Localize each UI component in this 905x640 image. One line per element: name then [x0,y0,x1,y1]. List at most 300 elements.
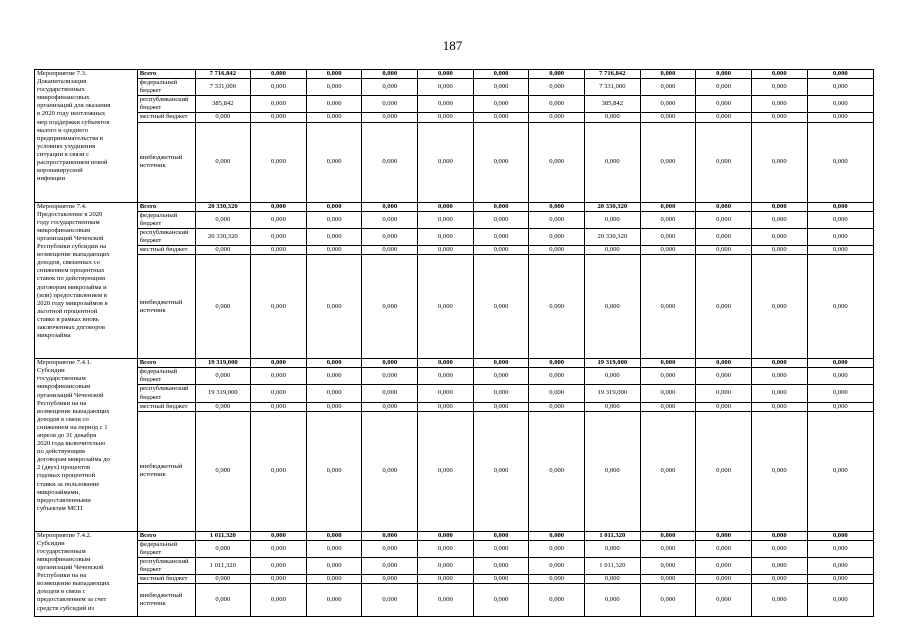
value-cell: 0,000 [473,584,529,617]
value-cell: 0,000 [696,584,752,617]
value-cell: 0,000 [640,228,696,245]
value-cell: 0,000 [807,70,873,79]
budget-table [34,69,874,617]
table-row [35,359,874,368]
value-cell: 0,000 [251,228,307,245]
value-cell: 0,000 [418,557,474,574]
value-cell: 0,000 [585,540,641,557]
measure-name-line: доходов, связанных со [37,259,100,267]
value-cell: 0,000 [306,113,362,122]
table-body [35,70,874,617]
value-cell: 0,000 [807,96,873,113]
value-cell: 0,000 [418,575,474,584]
value-cell: 0,000 [696,113,752,122]
measure-name-cell [35,531,138,617]
measure-name-line: государственным [37,547,86,555]
value-cell: 0,000 [306,96,362,113]
value-cell: 0,000 [473,531,529,540]
table-row [35,575,874,584]
measure-name-line: микрозайма [37,332,71,340]
value-cell: 0,000 [640,402,696,411]
value-cell: 0,000 [696,557,752,574]
value-cell: 0,000 [696,228,752,245]
value-cell: 0,000 [362,368,418,385]
value-cell: 0,000 [473,202,529,211]
value-cell: 0,000 [751,359,807,368]
value-cell: 0,000 [251,122,307,202]
measure-name-line: Республики на на [37,399,87,407]
funding-source-cell: внебюджетный источник [137,584,195,617]
measure-name-line: микрофинансовых [37,94,90,102]
value-cell: 0,000 [696,96,752,113]
value-cell: 0,000 [529,246,585,255]
value-cell: 0,000 [306,79,362,96]
funding-source-cell: местный бюджет [137,246,195,255]
value-cell: 0,000 [640,70,696,79]
value-cell: 0,000 [807,411,873,531]
value-cell: 0,000 [751,255,807,359]
value-cell: 0,000 [807,385,873,402]
value-cell: 0,000 [418,211,474,228]
value-cell: 0,000 [696,385,752,402]
value-cell: 0,000 [640,575,696,584]
funding-source-cell: внебюджетный источник [137,255,195,359]
value-cell: 0,000 [807,359,873,368]
measure-name-line: апреля до 31 декабря [37,431,97,439]
value-cell: 0,000 [529,79,585,96]
measure-name-line: Мероприятие 7.4.1. [37,359,92,367]
value-cell: 0,000 [251,96,307,113]
value-cell: 0,000 [807,79,873,96]
value-cell: 0,000 [807,202,873,211]
table-row [35,255,874,359]
table-row [35,79,874,96]
value-cell: 0,000 [807,557,873,574]
funding-source-cell: республиканский бюджет [137,96,195,113]
value-cell: 0,000 [751,122,807,202]
value-cell: 0,000 [195,540,251,557]
value-cell: 0,000 [195,122,251,202]
measure-name-line: договорам микрозайма до [37,456,110,464]
value-cell: 0,000 [751,96,807,113]
value-cell: 0,000 [696,246,752,255]
value-cell: 0,000 [418,402,474,411]
funding-source-cell: местный бюджет [137,575,195,584]
value-cell: 0,000 [362,402,418,411]
value-cell: 0,000 [529,96,585,113]
value-cell: 0,000 [418,359,474,368]
value-cell: 0,000 [251,368,307,385]
value-cell: 0,000 [751,70,807,79]
funding-source-cell: республиканский бюджет [137,557,195,574]
measure-name-line: году государственным [37,218,100,226]
value-cell: 0,000 [473,79,529,96]
value-cell: 1 011,320 [585,557,641,574]
measure-name-cell [35,202,138,359]
table-row [35,246,874,255]
value-cell: 385,842 [585,96,641,113]
value-cell: 0,000 [529,531,585,540]
value-cell: 385,842 [195,96,251,113]
value-cell: 0,000 [362,202,418,211]
measure-name-line: 2020 года включительно [37,440,106,448]
value-cell: 0,000 [473,359,529,368]
measure-name-line: снижением на период с 1 [37,423,108,431]
value-cell: 0,000 [640,368,696,385]
value-cell: 0,000 [640,122,696,202]
page-number: 187 [442,38,463,53]
value-cell: 0,000 [751,202,807,211]
value-cell: 0,000 [473,113,529,122]
value-cell: 0,000 [751,575,807,584]
value-cell: 0,000 [418,531,474,540]
value-cell: 0,000 [751,557,807,574]
measure-name-line: коронавирусной [37,167,83,175]
value-cell: 0,000 [306,228,362,245]
measure-name-line: организаций Чеченской [37,391,104,399]
value-cell: 0,000 [696,255,752,359]
value-cell: 0,000 [362,113,418,122]
measure-name-line: заключенных договоров [37,323,105,331]
value-cell: 0,000 [473,540,529,557]
value-cell: 0,000 [473,255,529,359]
value-cell: 0,000 [696,202,752,211]
value-cell: 0,000 [751,402,807,411]
value-cell: 0,000 [529,575,585,584]
value-cell: 0,000 [251,246,307,255]
value-cell: 0,000 [362,584,418,617]
value-cell: 0,000 [640,540,696,557]
value-cell: 0,000 [362,531,418,540]
value-cell: 19 319,000 [195,385,251,402]
value-cell: 0,000 [473,575,529,584]
value-cell: 1 011,320 [585,531,641,540]
measure-name-line: льготной процентной [37,307,98,315]
value-cell: 0,000 [473,368,529,385]
measure-name-line: микрофинансовым [37,383,91,391]
value-cell: 0,000 [362,96,418,113]
value-cell: 0,000 [473,402,529,411]
value-cell: 0,000 [418,122,474,202]
value-cell: 0,000 [306,540,362,557]
value-cell: 0,000 [251,70,307,79]
value-cell: 0,000 [362,255,418,359]
value-cell: 0,000 [306,246,362,255]
measure-name-line: государственным [37,375,86,383]
table-row [35,202,874,211]
value-cell: 1 011,320 [195,557,251,574]
value-cell: 0,000 [306,411,362,531]
value-cell: 0,000 [306,575,362,584]
funding-source-cell: Всего [137,531,195,540]
value-cell: 0,000 [306,211,362,228]
value-cell: 0,000 [529,122,585,202]
value-cell: 0,000 [418,584,474,617]
value-cell: 0,000 [807,228,873,245]
value-cell: 0,000 [807,402,873,411]
value-cell: 0,000 [751,540,807,557]
value-cell: 0,000 [195,402,251,411]
measure-name-line: ситуации в связи с [37,150,90,158]
value-cell: 0,000 [418,70,474,79]
value-cell: 0,000 [751,228,807,245]
measure-name-line: ставки за пользование [37,480,100,488]
value-cell: 0,000 [585,575,641,584]
value-cell: 0,000 [585,211,641,228]
value-cell: 0,000 [251,202,307,211]
measure-name-line: Мероприятие 7.4. [37,202,87,210]
value-cell: 0,000 [418,113,474,122]
value-cell: 7 716,842 [585,70,641,79]
value-cell: 0,000 [585,113,641,122]
value-cell: 0,000 [195,575,251,584]
measure-name-line: доходов в связи с [37,588,86,596]
value-cell: 20 330,320 [195,202,251,211]
value-cell: 0,000 [362,540,418,557]
measure-name-line: Республики субсидии на [37,243,107,251]
measure-name-line: предоставлением за счет [37,596,107,604]
table-row [35,228,874,245]
value-cell: 0,000 [696,122,752,202]
value-cell: 0,000 [585,368,641,385]
value-cell: 0,000 [751,531,807,540]
value-cell: 7 716,842 [195,70,251,79]
measure-name-line: Республики на на [37,572,87,580]
value-cell: 0,000 [585,402,641,411]
value-cell: 0,000 [195,411,251,531]
value-cell: 0,000 [807,368,873,385]
value-cell: 0,000 [807,531,873,540]
measure-name-line: возмещение выпадающих [37,407,110,415]
measure-name-line: ставок по действующим [37,275,106,283]
value-cell: 0,000 [362,70,418,79]
value-cell: 0,000 [418,255,474,359]
measure-name-line: Докапитализация [37,78,87,86]
value-cell: 0,000 [473,96,529,113]
value-cell: 0,000 [696,359,752,368]
value-cell: 0,000 [195,368,251,385]
measure-name-line: государственных [37,86,85,94]
measure-name-line: инфекции [37,175,66,183]
value-cell: 0,000 [807,575,873,584]
value-cell: 0,000 [640,531,696,540]
value-cell: 0,000 [807,246,873,255]
table-row [35,96,874,113]
value-cell: 0,000 [640,385,696,402]
measure-name-line: организаций Чеченской [37,564,104,572]
measure-name-line: в 2020 году неотложных [37,110,106,118]
value-cell: 0,000 [195,246,251,255]
value-cell: 0,000 [640,411,696,531]
measure-name-cell [35,359,138,532]
value-cell: 0,000 [418,202,474,211]
measure-name-line: доходов в связи со [37,415,89,423]
measure-name-line: (или) предоставлением в [37,291,107,299]
value-cell: 0,000 [306,385,362,402]
value-cell: 0,000 [751,584,807,617]
value-cell: 0,000 [529,540,585,557]
value-cell: 0,000 [251,411,307,531]
measure-name-line: договорам микрозайма и [37,283,107,291]
value-cell: 0,000 [696,575,752,584]
value-cell: 0,000 [306,122,362,202]
value-cell: 0,000 [418,246,474,255]
value-cell: 0,000 [529,557,585,574]
value-cell: 0,000 [807,540,873,557]
measure-name-line: предоставленными [37,496,91,504]
value-cell: 0,000 [473,557,529,574]
value-cell: 0,000 [529,211,585,228]
value-cell: 0,000 [807,584,873,617]
value-cell: 0,000 [251,385,307,402]
funding-source-cell: местный бюджет [137,402,195,411]
table-row [35,113,874,122]
value-cell: 0,000 [640,255,696,359]
value-cell: 0,000 [473,70,529,79]
value-cell: 0,000 [529,113,585,122]
funding-source-cell: внебюджетный источник [137,122,195,202]
value-cell: 0,000 [306,368,362,385]
value-cell: 7 331,000 [585,79,641,96]
value-cell: 0,000 [306,402,362,411]
value-cell: 0,000 [362,385,418,402]
value-cell: 0,000 [807,113,873,122]
value-cell: 0,000 [251,359,307,368]
value-cell: 20 330,320 [195,228,251,245]
funding-source-cell: федеральный бюджет [137,368,195,385]
value-cell: 0,000 [362,228,418,245]
table-row [35,385,874,402]
table-row [35,122,874,202]
value-cell: 0,000 [585,246,641,255]
value-cell: 0,000 [306,70,362,79]
value-cell: 0,000 [473,246,529,255]
value-cell: 0,000 [751,385,807,402]
value-cell: 0,000 [696,79,752,96]
value-cell: 0,000 [473,385,529,402]
value-cell: 20 330,320 [585,228,641,245]
measure-name-line: Мероприятие 7.3. [37,70,87,77]
value-cell: 0,000 [529,402,585,411]
funding-source-cell: внебюджетный источник [137,411,195,531]
measure-name-cell [35,70,138,203]
value-cell: 0,000 [696,70,752,79]
value-cell: 0,000 [751,246,807,255]
value-cell: 0,000 [529,202,585,211]
measure-name-line: распространением новой [37,159,108,167]
value-cell: 19 319,000 [195,359,251,368]
value-cell: 0,000 [195,211,251,228]
measure-name-line: мер поддержки субъектов [37,118,110,126]
value-cell: 0,000 [251,79,307,96]
value-cell: 0,000 [306,359,362,368]
value-cell: 0,000 [751,411,807,531]
value-cell: 0,000 [418,411,474,531]
value-cell: 0,000 [585,255,641,359]
measure-name-line: микрозаймами, [37,488,80,496]
value-cell: 0,000 [640,202,696,211]
value-cell: 0,000 [251,584,307,617]
value-cell: 0,000 [640,96,696,113]
value-cell: 0,000 [362,246,418,255]
value-cell: 0,000 [640,113,696,122]
funding-source-cell: федеральный бюджет [137,211,195,228]
value-cell: 0,000 [251,557,307,574]
value-cell: 0,000 [362,557,418,574]
value-cell: 0,000 [251,531,307,540]
value-cell: 0,000 [362,359,418,368]
value-cell: 0,000 [640,211,696,228]
value-cell: 0,000 [306,255,362,359]
measure-name-line: условиях ухудшения [37,142,96,150]
value-cell: 0,000 [751,79,807,96]
value-cell: 0,000 [529,368,585,385]
value-cell: 0,000 [529,255,585,359]
measure-name-line: Предоставление в 2020 [37,210,103,218]
value-cell: 0,000 [473,411,529,531]
measure-name-line: Субсидии [37,539,65,547]
value-cell: 0,000 [585,122,641,202]
value-cell: 0,000 [418,540,474,557]
measure-name-line: организаций для оказания [37,102,111,110]
value-cell: 0,000 [195,113,251,122]
value-cell: 0,000 [362,411,418,531]
value-cell: 0,000 [751,368,807,385]
measure-name-line: 2020 году микрозаймов в [37,299,108,307]
value-cell: 0,000 [696,368,752,385]
value-cell: 0,000 [195,584,251,617]
measure-name-line: снижением процентных [37,267,105,275]
funding-source-cell: федеральный бюджет [137,540,195,557]
value-cell: 0,000 [418,79,474,96]
value-cell: 0,000 [640,79,696,96]
value-cell: 0,000 [473,122,529,202]
funding-source-cell: республиканский бюджет [137,228,195,245]
value-cell: 0,000 [696,540,752,557]
measure-name-line: организаций Чеченской [37,234,104,242]
value-cell: 0,000 [696,531,752,540]
measure-name-line: субъектам МСП [37,504,83,512]
value-cell: 0,000 [807,122,873,202]
measure-name-line: Мероприятие 7.4.2. [37,531,92,539]
value-cell: 0,000 [195,255,251,359]
table-row [35,70,874,79]
measure-name-line: возмещение выпадающих [37,251,110,259]
value-cell: 0,000 [640,584,696,617]
value-cell: 0,000 [529,228,585,245]
measure-name-line: Субсидии [37,367,65,375]
value-cell: 0,000 [362,575,418,584]
value-cell: 0,000 [306,531,362,540]
value-cell: 0,000 [418,228,474,245]
measure-name-line: по действующим [37,448,85,456]
value-cell: 0,000 [529,70,585,79]
value-cell: 0,000 [751,113,807,122]
value-cell: 0,000 [251,211,307,228]
measure-name-line: средств субсидий из [37,604,95,612]
value-cell: 0,000 [696,402,752,411]
measure-name-line: микрофинансовым [37,555,91,563]
measure-name-line: малого и среднего [37,126,89,134]
value-cell: 0,000 [251,402,307,411]
funding-source-cell: Всего [137,70,195,79]
value-cell: 0,000 [807,255,873,359]
value-cell: 0,000 [529,359,585,368]
value-cell: 0,000 [251,575,307,584]
value-cell: 0,000 [585,584,641,617]
value-cell: 0,000 [418,96,474,113]
table-row [35,540,874,557]
